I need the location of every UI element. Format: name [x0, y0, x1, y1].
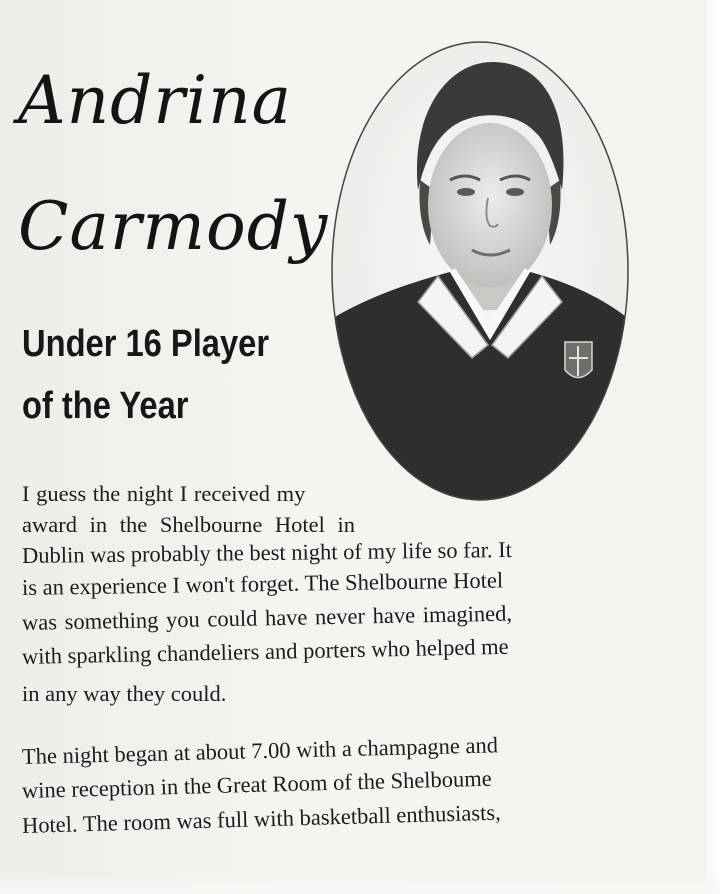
player-portrait-photo [330, 40, 630, 502]
player-last-name: Carmody [18, 188, 329, 265]
text-line: The night began at about 7.00 with a champagne and [21, 732, 499, 769]
text-line: wine reception in the Great Room of the Shelboume [21, 765, 493, 803]
text-line: is an experience I won't forget. The Shelbourne Hotel [21, 567, 504, 600]
player-first-name: Andrina [18, 62, 292, 139]
text-line: Dublin was probably the best night of my life so far. It [21, 537, 513, 568]
text-line: award in the Shelbourne Hotel in [22, 512, 356, 537]
award-title-line-2: of the Year [22, 385, 189, 427]
award-title-line-1: Under 16 Player [22, 323, 270, 365]
page-bottom-fade [0, 872, 720, 894]
text-line: with sparkling chandeliers and porters who helped me [21, 633, 509, 669]
text-line: was something you could have never have imagined, [21, 600, 513, 635]
page-edge [706, 0, 720, 894]
text-line: in any way they could. [22, 681, 227, 706]
text-line: I guess the night I received my [22, 481, 306, 506]
text-line: Hotel. The room was full with basketball enthusiasts, [21, 799, 502, 838]
school-crest-icon [565, 342, 592, 378]
